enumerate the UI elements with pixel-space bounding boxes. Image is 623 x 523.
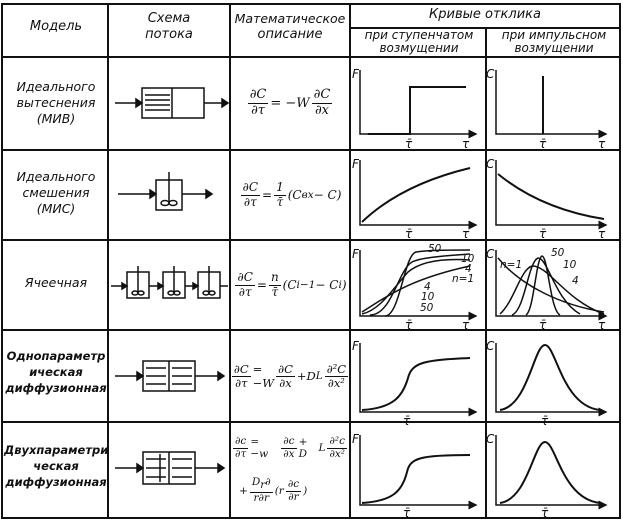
- step-label-50-top: 50: [428, 243, 442, 255]
- axis-label-C-r1: C: [486, 67, 495, 81]
- tau-bar-pulse-r1: τ̄: [539, 137, 547, 151]
- header-scheme-line1: Схема: [147, 11, 191, 26]
- model-name-row4-line3: диффузионная: [5, 381, 107, 395]
- tau-bar-step-r5: τ̄: [403, 506, 411, 520]
- axes-pulse-r5: [496, 435, 606, 505]
- header-model: Модель: [29, 19, 83, 34]
- model-name-row5-line1: Двухпараметри: [4, 443, 109, 457]
- axis-label-F-r1: F: [352, 67, 359, 81]
- axis-label-C-r5: C: [486, 432, 495, 446]
- model-name-row2-line1: Идеального: [16, 169, 96, 184]
- axis-label-C-r4: C: [486, 339, 495, 353]
- model-name-row5-line3: диффузионная: [5, 475, 107, 489]
- axes-pulse-r1: [496, 70, 606, 134]
- axis-label-F-r5: F: [352, 432, 359, 446]
- tau-bar-pulse-r5: τ̄: [541, 506, 549, 520]
- axes-step-r4: [360, 343, 476, 412]
- tau-bar-step-r2: τ̄: [405, 227, 413, 241]
- model-name-row3: Ячеечная: [24, 275, 88, 290]
- tau-step-r2: τ: [462, 227, 470, 241]
- tau-bar-pulse-r3: τ̄: [539, 318, 547, 332]
- pulse-label-50: 50: [551, 247, 565, 259]
- tau-step-r3: τ: [462, 318, 470, 332]
- equation-row3: $\frac{\partial C}{\partial\tau}$ = $\frac{n}{\taū}$ (C i−1 − C i ): [237, 270, 347, 299]
- curve-step-r1: [368, 87, 466, 134]
- tau-pulse-r2: τ: [598, 227, 606, 241]
- pulse-label-10: 10: [563, 259, 577, 271]
- step-label-50-bottom: 50: [420, 302, 434, 314]
- curve-pulse-r4: [500, 345, 600, 410]
- tau-bar-pulse-r4: τ̄: [541, 414, 549, 428]
- model-name-row4-line2: ическая: [29, 365, 83, 379]
- step-label-10-bottom: 10: [421, 291, 435, 303]
- axes-step-r5: [360, 435, 476, 505]
- tau-pulse-r3: τ: [598, 318, 606, 332]
- step-label-n1: n=1: [452, 273, 475, 285]
- axis-label-F-r2: F: [352, 157, 359, 171]
- header-step-line2: возмущении: [379, 41, 459, 55]
- header-step-line1: при ступенчатом: [364, 28, 474, 42]
- equation-row2: $\frac{\partial C}{\partial\tau}$ = $\frac{1}{\taū}$ (C вх − C): [242, 180, 342, 209]
- model-name-row4-line1: Однопараметр: [6, 349, 106, 363]
- equation-row4: $\frac{\partial C}{\partial\tau}$ = −W $\frac{\partial C}{\partial x}$ +D L $\frac{\text{∂²C}}{\text{∂x²}}$: [233, 361, 347, 390]
- model-name-row1-line2: вытеснения: [16, 95, 96, 110]
- curve-step-r5: [362, 455, 470, 503]
- tau-pulse-r1: τ: [598, 137, 606, 151]
- tau-bar-pulse-r2: τ̄: [539, 227, 547, 241]
- header-scheme-line2: потока: [145, 27, 193, 42]
- tau-bar-step-r4: τ̄: [403, 414, 411, 428]
- axes-pulse-r2: [496, 160, 606, 225]
- curve-pulse-r5: [500, 442, 600, 503]
- axes-step-r1: [360, 70, 476, 134]
- tau-bar-step-r1: τ̄: [405, 137, 413, 151]
- equation-row5-line1: $\frac{\partial c}{\partial\tau}$ = −w $\frac{\partial c}{\partial x}$ + D L $\frac{\text{∂²c}}{\text{∂x²}}$: [235, 434, 345, 460]
- header-math-line2: описание: [257, 27, 323, 42]
- model-name-row1-line1: Идеального: [16, 79, 96, 94]
- step-label-4-top: 4: [465, 263, 472, 275]
- model-name-row2-line3: (МИС): [36, 201, 76, 216]
- curve-step-r2: [362, 168, 470, 222]
- axis-label-F-r4: F: [352, 339, 359, 353]
- pulse-label-n1: n=1: [500, 259, 523, 271]
- tau-step-r1: τ: [462, 137, 470, 151]
- model-name-row2-line2: смешения: [22, 185, 90, 200]
- axes-step-r2: [360, 160, 476, 225]
- axis-label-C-r2: C: [486, 157, 495, 171]
- step-label-10-top: 10: [461, 253, 475, 265]
- curve-pulse-r3-n4: [500, 266, 604, 314]
- step-label-4-bottom: 4: [424, 281, 431, 293]
- model-name-row5-line2: ческая: [33, 459, 79, 473]
- header-pulse-line2: возмущении: [514, 41, 594, 55]
- header-pulse-line1: при импульсном: [501, 28, 607, 42]
- equation-row1: $\frac{\partial C}{\partial\tau}$ = −W $\frac{\partial C}{\partial x}$: [249, 87, 331, 118]
- header-math-line1: Математическое: [234, 11, 346, 26]
- header-curves: Кривые отклика: [429, 7, 541, 22]
- tau-bar-step-r3: τ̄: [405, 318, 413, 332]
- model-name-row1-line3: (МИВ): [36, 111, 76, 126]
- curve-pulse-r2: [498, 174, 604, 219]
- equation-row5-line2: + $\frac{D_r\partial}{r\partial r}$ (r $\frac{\partial c}{\partial r}$ ): [239, 476, 308, 505]
- axis-label-F-r3: F: [352, 247, 359, 261]
- curve-step-r4: [362, 358, 470, 410]
- curve-step-r3-n4: [362, 260, 470, 315]
- pulse-label-4: 4: [572, 275, 579, 287]
- axis-label-C-r3: C: [486, 247, 495, 261]
